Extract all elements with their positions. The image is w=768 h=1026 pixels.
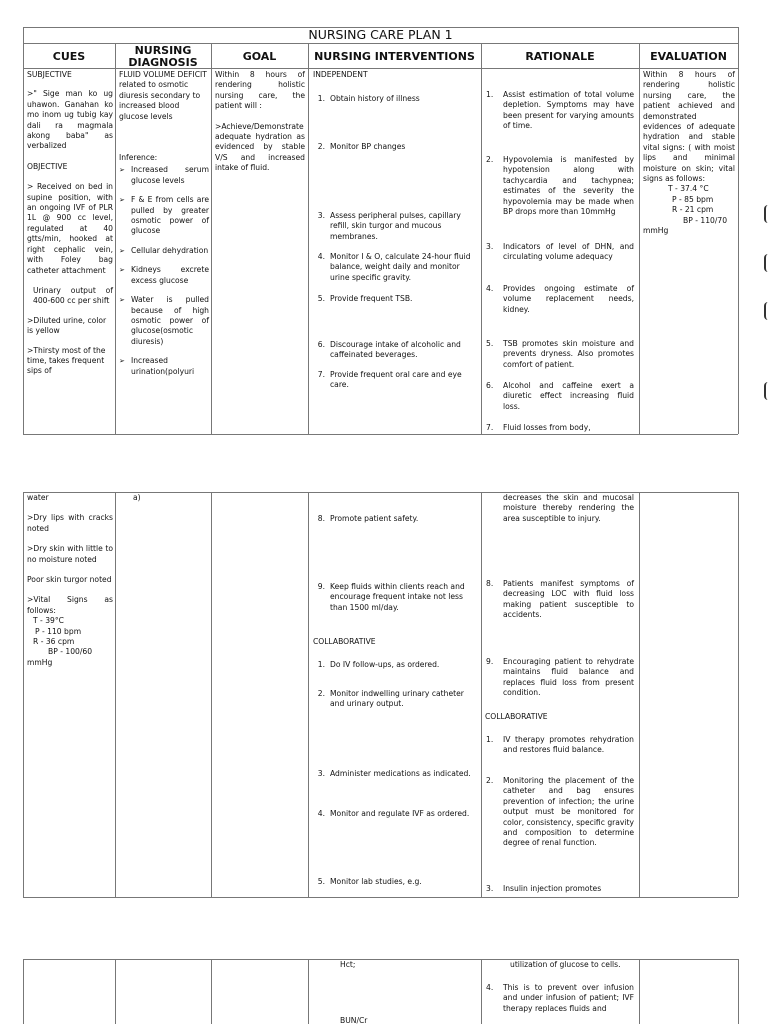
column-divider <box>639 959 640 1024</box>
table-border-right <box>738 27 739 434</box>
dry-lips-cue: >Dry lips with cracks noted <box>27 513 113 533</box>
evaluation-statement: Within 8 hours of rendering holistic nursing care, the patient achieved and demonstrated evidences of adequate hydration and stable vital signs: ( with moist lips and minimal moisture on skin; vital signs as follows: <box>643 70 735 184</box>
column-divider <box>481 959 482 1024</box>
cue-bp-unit: mmHg <box>27 657 53 667</box>
cue-temperature: T - 39°C <box>33 616 64 626</box>
diagnosis-statement: FLUID VOLUME DEFICIT related to osmotic diuresis secondary to increased blood glucose levels <box>119 70 207 121</box>
column-divider <box>308 959 309 1024</box>
collaborative-intervention-item: 1. Do IV follow-ups, as ordered. <box>317 660 440 669</box>
header-rationale: RATIONALE <box>525 50 595 63</box>
table-border-left <box>23 492 24 897</box>
eval-respiration: R - 21 cpm <box>672 205 714 215</box>
vital-signs-label: >Vital Signs as follows: <box>27 595 113 615</box>
column-divider <box>481 43 482 434</box>
header-goal: GOAL <box>242 50 277 63</box>
inference-item: ➢ Kidneys excrete excess glucose <box>119 265 209 286</box>
table-rule <box>23 43 738 44</box>
subjective-label: SUBJECTIVE <box>27 70 72 79</box>
column-divider <box>115 492 116 897</box>
eval-pulse: P - 85 bpm <box>672 194 714 204</box>
inference-label: Inference: <box>119 153 158 163</box>
inference-item: ➢ Cellular dehydration <box>119 246 209 256</box>
table-border-right <box>738 492 739 897</box>
collaborative-rationale-item: 1. IV therapy promotes rehydration and restores fluid balance. <box>486 735 634 755</box>
objective-cue: > Received on bed in supine position, with an ongoing IVF of PLR 1L @ 900 cc level, regulated at 40 gtts/min, hooked at right cephalic vein, with Foley bag catheter attachment <box>27 182 113 275</box>
column-divider <box>211 959 212 1024</box>
urinary-output-cue: Urinary output of 400-600 cc per shift <box>33 285 113 306</box>
intervention-item: 2. Monitor BP changes <box>317 142 406 151</box>
table-border-bottom <box>23 434 738 435</box>
objective-label: OBJECTIVE <box>27 161 68 171</box>
inference-item: ➢ Increased serum glucose levels <box>119 165 209 186</box>
intervention-item: 8. Promote patient safety. <box>317 514 419 523</box>
inference-list <box>119 165 209 377</box>
independent-label: INDEPENDENT <box>313 70 368 79</box>
edge-glyph <box>761 302 768 324</box>
care-plan-title: NURSING CARE PLAN 1 <box>308 27 453 42</box>
lab-hct: Hct; <box>340 960 356 969</box>
rationale-item: 7. Fluid losses from body, <box>486 423 591 432</box>
rationale-item: 4. This is to prevent over infusion and under infusion of patient; IVF therapy replaces fluids and <box>486 983 634 1013</box>
column-divider <box>115 959 116 1024</box>
table-border-left <box>23 27 24 434</box>
column-divider <box>308 492 309 897</box>
header-cues: CUES <box>52 50 86 63</box>
column-divider <box>481 492 482 897</box>
collaborative-intervention-item: 2. Monitor indwelling urinary catheter and urinary output. <box>317 689 464 709</box>
intervention-item: 6. Discourage intake of alcoholic and caffeinated beverages. <box>317 340 461 360</box>
intervention-item: 7. Provide frequent oral care and eye care. <box>317 370 462 390</box>
rationale-item: 6. Alcohol and caffeine exert a diuretic effect increasing fluid loss. <box>486 381 634 411</box>
column-divider <box>639 43 640 434</box>
intervention-item: 9. Keep fluids within clients reach and encourage frequent intake not less than 1500 ml/day. <box>317 582 465 612</box>
goal-intro: Within 8 hours of rendering holistic nursing care, the patient will : <box>215 70 305 111</box>
skin-turgor-cue: Poor skin turgor noted <box>27 575 112 585</box>
header-evaluation: EVALUATION <box>650 50 727 63</box>
edge-glyph <box>761 254 768 276</box>
eval-temperature: T - 37.4 °C <box>668 184 709 194</box>
edge-glyph <box>761 382 768 404</box>
intervention-item: 5. Provide frequent TSB. <box>317 294 413 303</box>
intervention-item: 1. Obtain history of illness <box>317 94 420 103</box>
dry-skin-cue: >Dry skin with little to no moisture noted <box>27 544 113 564</box>
intervention-item: 4. Monitor I & O, calculate 24-hour fluid balance, weight daily and monitor urine specific gravity. <box>317 252 471 282</box>
inference-item: ➢ Increased urination(polyuri <box>119 356 209 377</box>
rationale-item: 9. Encouraging patient to rehydrate maintains fluid balance and replaces fluid loss from present condition. <box>486 657 634 698</box>
collaborative-label: COLLABORATIVE <box>313 637 376 646</box>
column-divider <box>639 492 640 897</box>
lab-bun-cr: BUN/Cr <box>340 1016 368 1025</box>
rationale-item: 1. Assist estimation of total volume depletion. Symptoms may have been present for varying amounts of time. <box>486 90 634 131</box>
column-divider <box>115 43 116 434</box>
table-border-right <box>738 959 739 1024</box>
goal-column <box>215 70 305 174</box>
rationale-item: 2. Hypovolemia is manifested by hypotension along with tachycardia and tachypnea; estimates of the severity the hypovolemia may be made when BP drops more than 10mmHg <box>486 155 634 217</box>
collaborative-rationale-item: 3. Insulin injection promotes <box>486 884 602 893</box>
rationale-item: 4. Provides ongoing estimate of volume replacement needs, kidney. <box>486 284 634 314</box>
cue-blood-pressure: BP - 100/60 <box>48 647 93 657</box>
inference-item: ➢ F & E from cells are pulled by greater osmotic power of glucose <box>119 195 209 237</box>
cue-pulse: P - 110 bpm <box>35 626 82 636</box>
collaborative-label: COLLABORATIVE <box>485 712 548 721</box>
water-cue: water <box>27 493 49 502</box>
cues-column <box>27 493 113 668</box>
collaborative-rationale-item: 2. Monitoring the placement of the catheter and bag ensures prevention of infection; the urine output must be monitored for color, consistency, specific gravity and composition to determine degree of renal function. <box>486 776 634 848</box>
eval-bp-unit: mmHg <box>643 226 669 236</box>
rationale-item: 5. TSB promotes skin moisture and prevents dryness. Also promotes comfort of patient. <box>486 339 634 369</box>
column-divider <box>308 43 309 434</box>
table-border-bottom <box>23 897 738 898</box>
goal-statement: >Achieve/Demonstrate adequate hydration as evidenced by stable V/S and increased intake of fluid. <box>215 121 305 173</box>
inference-item: ➢ Water is pulled because of high osmotic power of glucose(osmotic diuresis) <box>119 295 209 347</box>
thirsty-cue: >Thirsty most of the time, takes frequent sips of <box>27 345 106 376</box>
intervention-item: 3. Assess peripheral pulses, capillary refill, skin turgor and mucous membranes. <box>317 211 461 241</box>
rationale-item: 3. Indicators of level of DHN, and circulating volume adequacy <box>486 242 634 262</box>
diluted-urine-cue: >Diluted urine, color is yellow <box>27 315 107 336</box>
subjective-cue: >" Sige man ko ug uhawon. Ganahan ko mo inom ug tubig kay dali ra magmala akong baba" as verbalized <box>27 89 113 151</box>
header-nursing-diagnosis: NURSING DIAGNOSIS <box>128 44 198 69</box>
diagnosis-continuation: a) <box>133 493 141 502</box>
eval-blood-pressure: BP - 110/70 <box>683 215 728 225</box>
collaborative-intervention-item: 5. Monitor lab studies, e.g. <box>317 877 422 886</box>
rationale-item: 8. Patients manifest symptoms of decreasing LOC with fluid loss making patient susceptible to accidents. <box>486 579 634 620</box>
rationale-continuation: decreases the skin and mucosal moisture thereby rendering the area susceptible to injury. <box>503 493 634 523</box>
evaluation-column <box>643 70 735 237</box>
header-nursing-interventions: NURSING INTERVENTIONS <box>314 50 475 63</box>
rationale-continuation: utilization of glucose to cells. <box>510 960 621 969</box>
collaborative-intervention-item: 4. Monitor and regulate IVF as ordered. <box>317 809 470 818</box>
cue-respiration: R - 36 cpm <box>33 637 75 647</box>
collaborative-intervention-item: 3. Administer medications as indicated. <box>317 769 471 778</box>
cues-column <box>27 70 113 377</box>
edge-glyph <box>761 205 768 227</box>
column-divider <box>211 43 212 434</box>
column-divider <box>211 492 212 897</box>
diagnosis-column <box>119 70 209 386</box>
table-border-left <box>23 959 24 1024</box>
